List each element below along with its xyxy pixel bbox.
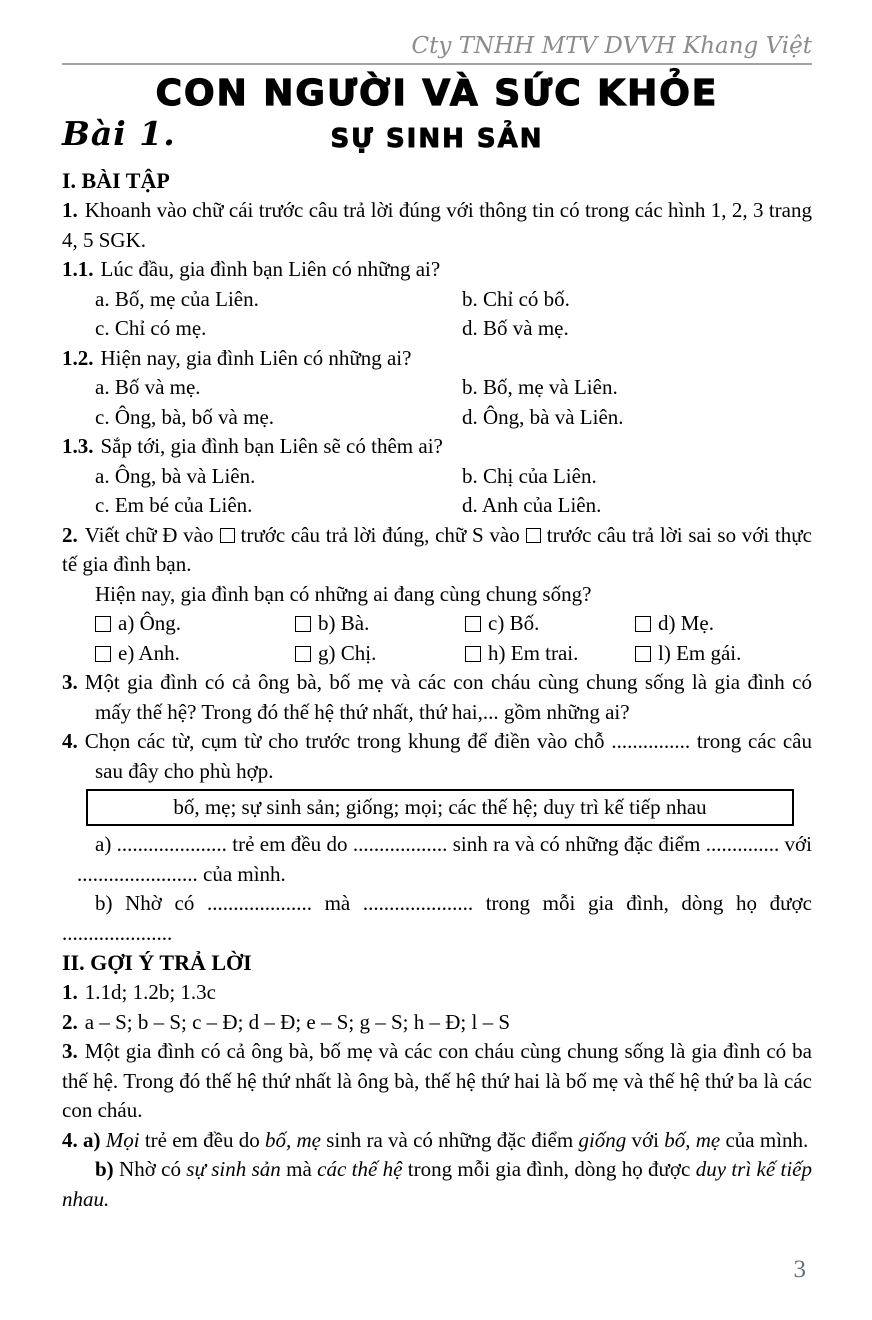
question-2-subquestion: Hiện nay, gia đình bạn có những ai đang cùng chung sống? [95,581,592,606]
answer-3 [62,1037,812,1126]
lesson-heading-row [62,116,812,162]
checkbox-row-1 [62,609,812,639]
question-1-text: Khoanh vào chữ cái trước câu trả lời đúng với thông tin có trong các hình 1, 2, 3 trang 4, 5 SGK. [62,198,812,252]
header-divider [62,63,812,65]
answer-4b [62,1155,812,1214]
empty-checkbox-icon [526,528,541,543]
empty-checkbox-icon [220,528,235,543]
checkbox-label: l) Em gái. [658,640,742,665]
empty-checkbox-icon [295,646,311,662]
answer-4a-text: của mình. [720,1127,809,1152]
question-1-1-options-row-2 [62,314,812,344]
option-d: d. Anh của Liên. [462,493,602,517]
answer-4b-italic-duy-tri: duy trì kế tiếp nhau. [62,1157,812,1211]
answer-1-number: 1. [62,980,78,1004]
question-3 [62,668,812,727]
answer-4a-italic-moi: Mọi [100,1127,140,1152]
option-a: a. Bố, mẹ của Liên. [95,286,259,311]
option-b: b. Bố, mẹ và Liên. [462,375,618,399]
page-number: 3 [793,1256,806,1283]
option-c: c. Chỉ có mẹ. [95,316,207,340]
question-1-3-options-row-1 [62,462,812,492]
section-2-heading: II. GỢI Ý TRẢ LỜI [62,950,252,975]
checkbox-item-ba [295,609,465,639]
fill-blank-b: b) Nhờ có .................... mà ..................... trong mỗi gia đình, dòng họ được ..................... [62,891,812,945]
empty-checkbox-icon [465,616,481,632]
option-b: b. Chỉ có bố. [462,286,570,311]
answer-4b-italic-su-sinh-san: sự sinh sản [186,1157,281,1181]
answer-4b-label: b) [95,1157,114,1181]
option-a: a. Bố và mẹ. [95,375,201,399]
question-1-3 [62,432,812,462]
answer-4b-text: mà [280,1157,318,1181]
checkbox-item-chi [295,639,465,669]
option-c: c. Ông, bà, bố và mẹ. [95,404,275,429]
answer-4b-italic-cac-the-he: các thế hệ [317,1157,403,1181]
answer-1-text: 1.1d; 1.2b; 1.3c [84,980,216,1004]
fill-blank-a: a) ..................... trẻ em đều do .................. sinh ra và có những đặc điểm .............. với ....................... của mình. [77,832,812,886]
word-bank-box: bố, mẹ; sự sinh sản; giống; mọi; các thế hệ; duy trì kế tiếp nhau [86,789,794,826]
unit-title: CON NGƯỜI VÀ SỨC KHỎE [155,73,719,114]
answer-3-text: Một gia đình có cả ông bà, bố mẹ và các con cháu cùng chung sống là gia đình có ba thế hệ. Trong đó thế hệ thứ nhất là ông bà, thế hệ thứ hai là bố mẹ và thế hệ thứ ba là các con cháu. [62,1039,812,1122]
answer-4a-text: sinh ra và có những đặc điểm [320,1127,579,1152]
question-2-text-part3: trước câu trả lời sai so với thực tế gia đình bạn. [62,522,812,576]
lesson-title: SỰ SINH SẢN [330,124,544,154]
answer-4a-italic-bo-me-1: bố, mẹ [264,1127,321,1152]
answer-3-number: 3. [62,1039,78,1063]
company-name: Cty TNHH MTV DVVH Khang Việt [411,33,812,59]
empty-checkbox-icon [295,616,311,632]
answer-1 [62,978,812,1008]
question-2-number: 2. [62,522,78,547]
option-a: a. Ông, bà và Liên. [95,463,256,488]
checkbox-item-me [635,609,714,639]
question-1-2-options-row-1 [62,373,812,403]
empty-checkbox-icon [635,616,651,632]
checkbox-item-bo [465,609,635,639]
answer-4a-text: với [626,1127,665,1152]
answer-4b-text: trong mỗi gia đình, dòng họ được [402,1157,696,1181]
checkbox-label: a) Ông. [118,611,181,635]
answer-2 [62,1008,812,1038]
question-1-2-options-row-2 [62,403,812,433]
checkbox-label: e) Anh. [118,640,180,665]
question-2 [62,521,812,580]
answer-4a-text: trẻ em đều do [139,1127,265,1152]
question-1-1-text: Lúc đầu, gia đình bạn Liên có những ai? [100,257,441,281]
empty-checkbox-icon [465,646,481,662]
option-d: d. Ông, bà và Liên. [462,404,624,429]
answer-4b-text: Nhờ có [113,1157,187,1181]
question-1-1-options-row-1 [62,285,812,315]
question-1-2-number: 1.2. [62,345,94,370]
checkbox-item-em-gai [635,639,741,669]
empty-checkbox-icon [95,646,111,662]
question-1-1 [62,255,812,285]
question-4-text: Chọn các từ, cụm từ cho trước trong khung để điền vào chỗ ............... trong các câu sau đây cho phù hợp. [84,729,812,783]
question-4 [62,727,812,786]
question-1-1-number: 1.1. [62,257,94,281]
option-b: b. Chị của Liên. [462,463,597,488]
question-1-2 [62,344,812,374]
lesson-number: Bài 1. [62,114,176,153]
answer-4a-italic-bo-me-2: bố, mẹ [664,1127,721,1152]
checkbox-item-ong [95,609,295,639]
question-2-text-part2: trước câu trả lời đúng, chữ S vào [240,522,520,547]
checkbox-label: g) Chị. [318,640,377,665]
checkbox-label: h) Em trai. [488,640,579,665]
question-3-text: Một gia đình có cả ông bà, bố mẹ và các con cháu cùng chung sống là gia đình có mấy thế hệ? Trong đó thế hệ thứ nhất, thứ hai,... gồm những ai? [84,670,812,724]
question-1 [62,196,812,255]
answer-2-number: 2. [62,1009,78,1034]
page-body [62,166,812,1214]
question-3-number: 3. [62,670,78,694]
checkbox-item-em-trai [465,639,635,669]
option-d: d. Bố và mẹ. [462,316,569,340]
question-2-text-part1: Viết chữ Đ vào [84,522,214,547]
answer-4a-label: 4. a) [62,1127,101,1152]
section-1-heading: I. BÀI TẬP [62,168,170,193]
page-header [62,16,812,60]
empty-checkbox-icon [95,616,111,632]
option-c: c. Em bé của Liên. [95,493,253,517]
checkbox-label: c) Bố. [488,611,540,635]
answer-2-text: a – S; b – S; c – Đ; d – Đ; e – S; g – S; h – Đ; l – S [84,1009,511,1034]
answer-4a [62,1126,812,1156]
question-1-3-text: Sắp tới, gia đình bạn Liên sẽ có thêm ai? [100,434,443,458]
empty-checkbox-icon [635,646,651,662]
checkbox-item-anh [95,639,295,669]
question-4-number: 4. [62,729,78,753]
checkbox-row-2 [62,639,812,669]
question-1-2-text: Hiện nay, gia đình Liên có những ai? [100,345,412,370]
question-1-number: 1. [62,198,78,222]
answer-4a-italic-giong: giống [578,1127,627,1152]
question-1-3-number: 1.3. [62,434,94,458]
checkbox-label: b) Bà. [318,611,370,635]
checkbox-label: d) Mẹ. [658,611,714,635]
question-1-3-options-row-2 [62,491,812,521]
